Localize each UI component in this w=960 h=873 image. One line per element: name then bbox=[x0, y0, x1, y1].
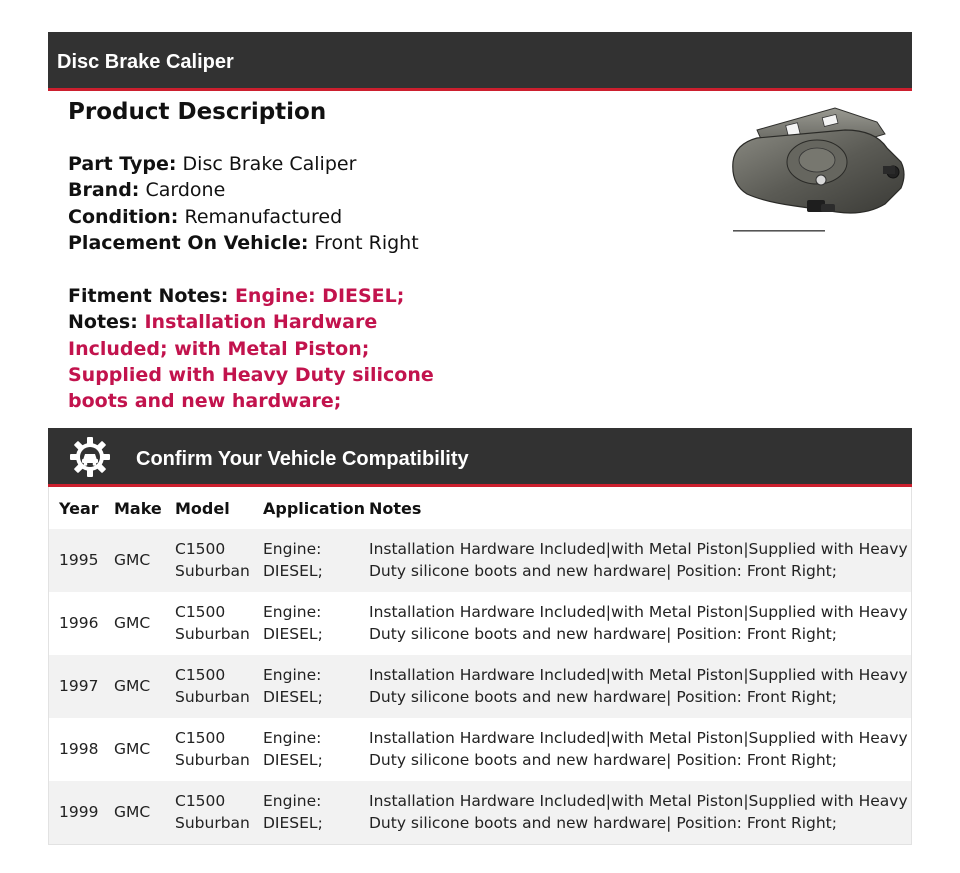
gear-car-icon bbox=[69, 436, 111, 478]
description-heading: Product Description bbox=[68, 99, 327, 125]
table-row bbox=[49, 718, 911, 781]
product-title-bar bbox=[48, 32, 912, 91]
compatibility-bar bbox=[48, 428, 912, 487]
table-row bbox=[49, 781, 911, 844]
notes-value: Installation Hardware Included; with Metal Piston; Supplied with Heavy Duty silicone boots and new hardware; bbox=[68, 311, 434, 413]
spec-label: Placement On Vehicle: bbox=[68, 231, 309, 254]
cell-notes: Installation Hardware Included|with Metal Piston|Supplied with Heavy Duty silicone boots and new hardware| Position: Front Right; bbox=[359, 592, 911, 655]
spec-label: Part Type: bbox=[68, 153, 177, 175]
notes-label: Notes: bbox=[68, 311, 138, 334]
spec-placement bbox=[68, 230, 708, 256]
spec-list bbox=[68, 151, 708, 256]
cell-notes: Installation Hardware Included|with Metal Piston|Supplied with Heavy Duty silicone boots and new hardware| Position: Front Right; bbox=[359, 655, 911, 718]
col-model: Model bbox=[165, 487, 253, 529]
fitment-value: Engine: DIESEL; bbox=[234, 285, 405, 308]
cell-make: GMC bbox=[104, 529, 165, 592]
cell-model: C1500 Suburban bbox=[165, 529, 253, 592]
spec-label: Brand: bbox=[68, 179, 140, 202]
spec-label: Condition: bbox=[68, 205, 179, 228]
spec-part-type bbox=[68, 151, 708, 177]
cell-make: GMC bbox=[104, 781, 165, 844]
spec-brand bbox=[68, 177, 708, 203]
col-notes: Notes bbox=[359, 487, 911, 529]
cell-make: GMC bbox=[104, 718, 165, 781]
table-header-row bbox=[49, 487, 911, 529]
cell-year: 1995 bbox=[49, 529, 104, 592]
cell-application: Engine: DIESEL; bbox=[253, 781, 359, 844]
brake-caliper-image bbox=[725, 100, 915, 240]
spec-value: Remanufactured bbox=[184, 205, 343, 228]
cell-year: 1999 bbox=[49, 781, 104, 844]
cell-make: GMC bbox=[104, 592, 165, 655]
compatibility-table bbox=[48, 487, 912, 845]
product-title: Disc Brake Caliper bbox=[57, 51, 234, 73]
brake-caliper-icon bbox=[725, 100, 915, 240]
cell-make: GMC bbox=[104, 655, 165, 718]
cell-notes: Installation Hardware Included|with Metal Piston|Supplied with Heavy Duty silicone boots and new hardware| Position: Front Right; bbox=[359, 529, 911, 592]
spec-value: Disc Brake Caliper bbox=[182, 153, 357, 175]
table-row bbox=[49, 592, 911, 655]
spec-value: Cardone bbox=[145, 179, 226, 202]
col-year: Year bbox=[49, 487, 104, 529]
cell-application: Engine: DIESEL; bbox=[253, 592, 359, 655]
cell-application: Engine: DIESEL; bbox=[253, 718, 359, 781]
fitment-row bbox=[68, 283, 458, 309]
table-row bbox=[49, 529, 911, 592]
cell-notes: Installation Hardware Included|with Metal Piston|Supplied with Heavy Duty silicone boots and new hardware| Position: Front Right; bbox=[359, 781, 911, 844]
compatibility-title: Confirm Your Vehicle Compatibility bbox=[136, 448, 469, 470]
cell-year: 1996 bbox=[49, 592, 104, 655]
col-application: Application bbox=[253, 487, 359, 529]
cell-model: C1500 Suburban bbox=[165, 718, 253, 781]
spec-value: Front Right bbox=[314, 231, 419, 254]
spec-condition bbox=[68, 204, 708, 230]
cell-model: C1500 Suburban bbox=[165, 592, 253, 655]
cell-application: Engine: DIESEL; bbox=[253, 655, 359, 718]
cell-model: C1500 Suburban bbox=[165, 781, 253, 844]
table-row bbox=[49, 655, 911, 718]
fitment-notes bbox=[68, 283, 458, 414]
cell-year: 1998 bbox=[49, 718, 104, 781]
product-description bbox=[68, 96, 708, 415]
cell-year: 1997 bbox=[49, 655, 104, 718]
cell-application: Engine: DIESEL; bbox=[253, 529, 359, 592]
cell-model: C1500 Suburban bbox=[165, 655, 253, 718]
notes-row bbox=[68, 309, 458, 414]
col-make: Make bbox=[104, 487, 165, 529]
fitment-label: Fitment Notes: bbox=[68, 285, 229, 308]
cell-notes: Installation Hardware Included|with Metal Piston|Supplied with Heavy Duty silicone boots and new hardware| Position: Front Right; bbox=[359, 718, 911, 781]
